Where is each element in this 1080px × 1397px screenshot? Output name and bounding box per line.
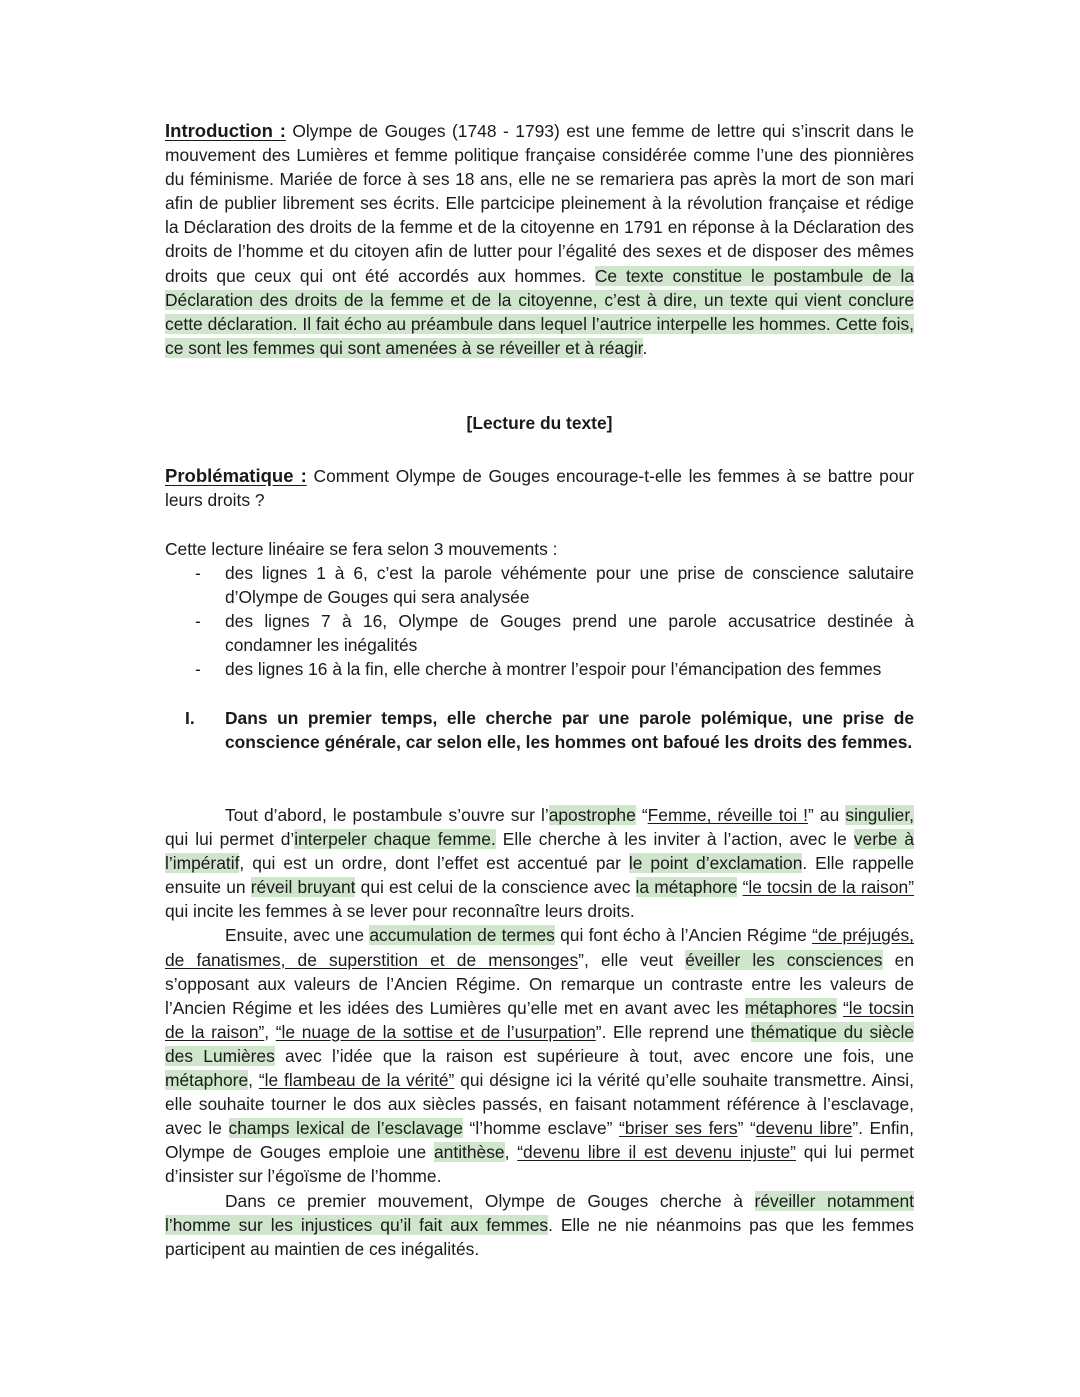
quoted-text: “de préjugés, de fanatismes, de superstition et de mensonges: [165, 925, 914, 970]
highlighted-text: antithèse: [434, 1142, 505, 1163]
movements-intro: Cette lecture linéaire se fera selon 3 mouvements :: [165, 539, 558, 559]
highlighted-text: thématique du siècle des Lumières: [165, 1021, 915, 1066]
introduction-label: Introduction :: [165, 120, 286, 141]
highlighted-text: métaphore: [165, 1070, 249, 1091]
problematique-paragraph: [165, 464, 914, 512]
highlighted-text: interpeler chaque femme.: [294, 829, 496, 850]
text-run: , qui est un ordre, dont l’effet est accentué par: [239, 853, 629, 874]
quoted-text: “le tocsin de la raison”: [165, 997, 914, 1042]
text-run: .: [642, 337, 648, 358]
highlighted-text: champs lexical de l’esclavage: [228, 1118, 463, 1139]
highlighted-text: le point d’exclamation: [628, 853, 803, 874]
text-run: ”. Enfin, Olympe de Gouges emploie une: [165, 1118, 915, 1163]
list-item: - des lignes 1 à 6, c’est la parole véhémente pour une prise de conscience salutaire d’Olympe de Gouges qui sera analysée: [195, 563, 914, 608]
text-run: qui lui permet d’insister sur l’égoïsme de l’homme.: [165, 1142, 914, 1187]
quoted-text: “le flambeau de la vérité”: [258, 1070, 455, 1091]
analysis-section: [165, 803, 914, 1261]
highlighted-text: la métaphore: [635, 877, 738, 898]
text-run: qui lui permet d’: [165, 829, 295, 850]
highlighted-text: verbe à l’impératif: [165, 829, 914, 874]
text-run: qui est celui de la conscience avec: [355, 877, 636, 898]
text-run: “l’homme esclave”: [462, 1118, 620, 1139]
text-run: Ensuite, avec une: [225, 925, 370, 946]
text-run: “: [635, 805, 648, 825]
text-run: ,: [504, 1142, 518, 1163]
quoted-text: devenu libre: [755, 1118, 853, 1139]
text-run: Tout d’abord, le postambule s’ouvre sur l’: [225, 805, 549, 825]
quoted-text: “le nuage de la sottise et de l’usurpation: [275, 1021, 596, 1042]
highlighted-text: accumulation de termes: [369, 925, 555, 946]
text-run: . Elle ne nie néanmoins pas que les femmes participent au maintien de ces inégalités.: [165, 1214, 915, 1259]
text-run: qui font écho à l’Ancien Régime: [554, 925, 813, 946]
list-item: - des lignes 7 à 16, Olympe de Gouges prend une parole accusatrice destinée à condamner les inégalités: [195, 611, 914, 656]
text-run: . Elle rappelle ensuite un: [165, 853, 915, 898]
part-title: Dans un premier temps, elle cherche par une parole polémique, une prise de conscience générale, car selon elle, les hommes ont bafoué les droits des femmes.: [225, 708, 914, 753]
text-run: qui désigne ici la vérité qu’elle souhaite transmettre. Ainsi, elle souhaite tourner le dos aux siècles passés, en faisant notamment référence à l’esclavage, avec le: [165, 1070, 914, 1139]
highlighted-text: réveiller notamment l’homme sur les injustices qu’il fait aux femmes: [165, 1190, 914, 1235]
list-item: - des lignes 16 à la fin, elle cherche à montrer l’espoir pour l’émancipation des femmes: [195, 659, 882, 680]
text-run: ”. Elle reprend une: [595, 1021, 751, 1042]
highlighted-text: réveil bruyant: [250, 877, 356, 898]
movements-list: [165, 561, 914, 681]
text-run: ,: [264, 1021, 276, 1042]
text-run: ”, elle veut: [578, 949, 686, 970]
analysis-paragraph: [165, 803, 914, 923]
reading-title: [Lecture du texte]: [466, 413, 613, 433]
text-run: avec l’idée que la raison est supérieure à tout, avec encore une fois, une: [274, 1045, 914, 1066]
highlighted-text: singulier,: [845, 805, 915, 825]
analysis-paragraph: [165, 1189, 914, 1261]
text-run: Elle cherche à les inviter à l’action, avec le: [495, 829, 854, 850]
text-run: ” au: [808, 805, 846, 825]
problematique-label: Problématique :: [165, 465, 307, 486]
text-run: ,: [248, 1070, 259, 1091]
quoted-text: “le tocsin de la raison”: [742, 877, 914, 898]
text-run: qui incite les femmes à se lever pour reconnaître leurs droits.: [165, 901, 635, 922]
highlighted-text: Ce texte constitue le postambule de la Déclaration des droits de la femme et de la citoyenne, c’est à dire, un texte qui vient conclure cette déclaration. Il fait écho au préambule dans lequel l’autrice interpelle les hommes. Cette fois, ce sont les femmes qui sont amenées à se réveiller et à réagir: [165, 265, 914, 358]
part-one-heading: [165, 706, 914, 754]
part-number: I.: [185, 708, 195, 728]
highlighted-text: éveiller les consciences: [685, 949, 883, 970]
quoted-text: Femme, réveille toi !: [647, 805, 809, 825]
text-run: Olympe de Gouges (1748 - 1793) est une femme de lettre qui s’inscrit dans le mouvement des Lumières et femme politique française considérée comme l’une des pionnières du féminisme. Mariée de force à ses 18 ans, elle ne se remariera pas après la mort de son mari afin de publier librement ses écrits. Elle partcicipe pleinement à la révolution française et rédige la Déclaration des droits de la femme et de la citoyenne en 1791 en réponse à la Déclaration des droits de l’homme et du citoyen afin de lutter pour l’égalité des sexes et de disposer des mêmes droits que ceux qui ont été accordés aux hommes.: [165, 121, 914, 286]
quoted-text: “devenu libre il est devenu injuste”: [517, 1142, 796, 1163]
text-run: en s’opposant aux valeurs de l’Ancien Régime. On remarque un contraste entre les valeurs de l’Ancien Régime et les idées des Lumières qu’elle met en avant avec les: [165, 949, 915, 1018]
introduction-paragraph: [165, 119, 914, 360]
analysis-paragraph: [165, 923, 914, 1188]
quoted-text: “briser ses fers: [619, 1118, 738, 1139]
movements-section: [165, 537, 914, 682]
text-run: ” “: [737, 1118, 756, 1139]
highlighted-text: métaphores: [744, 997, 837, 1018]
highlighted-text: apostrophe: [548, 805, 636, 825]
problematique-text: Comment Olympe de Gouges encourage-t-elle les femmes à se battre pour leurs droits ?: [165, 466, 914, 511]
text-run: Dans ce premier mouvement, Olympe de Gouges cherche à: [225, 1190, 755, 1211]
